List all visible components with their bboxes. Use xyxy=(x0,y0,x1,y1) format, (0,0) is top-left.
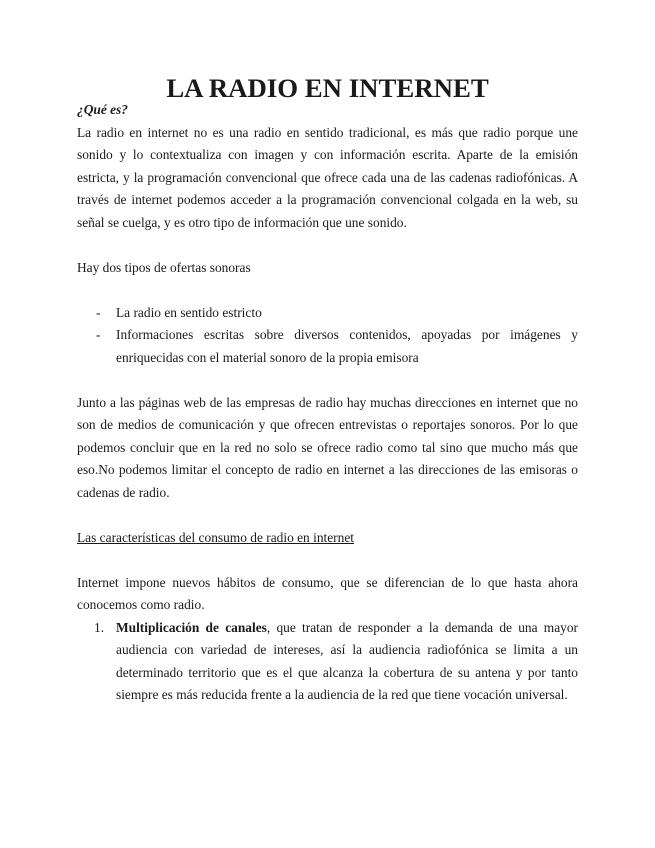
list-item xyxy=(77,617,578,707)
paragraph-offer-types: Hay dos tipos de ofertas sonoras xyxy=(77,259,251,275)
offer-types-list xyxy=(77,302,578,370)
blank-line xyxy=(77,234,578,257)
list-dash-marker: - xyxy=(96,327,101,342)
blank-line xyxy=(77,369,578,392)
document-page xyxy=(77,73,579,707)
section-heading-characteristics: Las características del consumo de radio en internet xyxy=(77,529,354,545)
list-item-text: La radio en sentido estricto xyxy=(116,304,262,320)
document-title: LA RADIO EN INTERNET xyxy=(166,73,489,103)
paragraph-web-addresses: Junto a las páginas web de las empresas de radio hay muchas direcciones en internet que no son de medios de comunicación y que ofrecen entrevistas o reportajes sonoros. Por lo que podemos concluir que en la red no solo se ofrece radio como tal sino que mucho más que eso.No podemos limitar el concepto de radio en internet a las direcciones de las emisoras o cadenas de radio. xyxy=(77,394,578,500)
list-number: 1. xyxy=(94,619,105,635)
list-item-text: Informaciones escritas sobre diversos contenidos, apoyadas por imágenes y enriquecidas con el material sonoro de la propia emisora xyxy=(116,327,578,365)
list-dash-marker: - xyxy=(96,304,101,320)
blank-line xyxy=(77,279,578,302)
list-item-text: , que tratan de responder a la demanda de una mayor audiencia con variedad de intereses, así la audiencia radiofónica se limita a un determinado territorio que es el que alcanza la cobertura de su antena y por tanto siempre es más reducida frente a la audiencia de la red que tiene vocación universal. xyxy=(116,619,579,702)
list-item xyxy=(77,324,578,369)
blank-line xyxy=(77,549,578,572)
paragraph-definition: La radio en internet no es una radio en sentido tradicional, es más que radio porque une sonido y lo contextualiza con imagen y con información escrita. Aparte de la emisión estricta, y la programación convencional que ofrece cada una de las cadenas radiofónicas. A través de internet podemos acceder a la programación convencional colgada en la web, su señal se cuelga, y es otro tipo de información que une sonido. xyxy=(77,124,578,230)
characteristics-list xyxy=(77,617,578,707)
list-item xyxy=(77,302,578,325)
paragraph-consumption-habits: Internet impone nuevos hábitos de consumo, que se diferencian de lo que hasta ahora conocemos como radio. xyxy=(77,574,578,612)
section-heading-que-es: ¿Qué es? xyxy=(77,102,128,117)
blank-line xyxy=(77,504,578,527)
list-item-bold-term: Multiplicación de canales xyxy=(116,619,267,635)
